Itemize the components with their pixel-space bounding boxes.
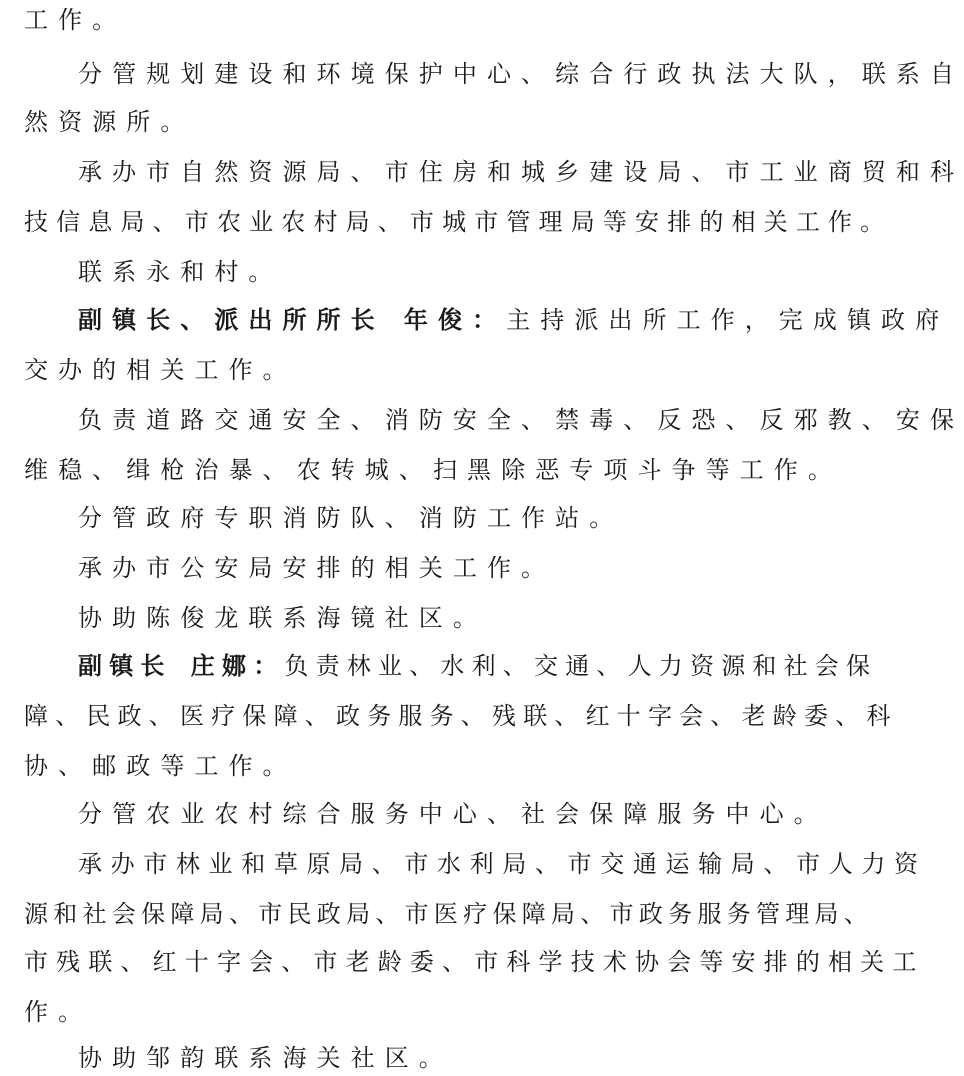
official-name: 年俊：	[403, 305, 507, 334]
text-line: 分管规划建设和环境保护中心、综合行政执法大队，联系自	[78, 60, 964, 88]
duty-text: 主持派出所工作，完成镇政府	[506, 306, 950, 334]
text-line: 源和社会保障局、市民政局、市医疗保障局、市政务服务管理局、	[24, 900, 874, 928]
official-title: 副镇长	[78, 651, 172, 680]
official-title: 副镇长、派出所所长	[78, 305, 385, 334]
official-name: 庄娜：	[190, 651, 285, 680]
text-line: 协助陈俊龙联系海镜社区。	[78, 604, 487, 632]
text-line: 承办市林业和草原局、市水利局、市交通运输局、市人力资	[78, 850, 927, 878]
text-line: 分管农业农村综合服务中心、社会保障服务中心。	[78, 800, 828, 828]
text-line: 工作。	[24, 6, 127, 34]
text-line: 作。	[24, 998, 93, 1026]
text-line: 协助邹韵联系海关社区。	[78, 1044, 453, 1072]
text-line: 联系永和村。	[78, 258, 283, 286]
official-heading-line	[78, 302, 950, 338]
text-line: 技信息局、市农业农村局、市城市管理局等安排的相关工作。	[24, 208, 893, 236]
text-line: 交办的相关工作。	[24, 356, 297, 384]
duty-text: 负责林业、水利、交通、人力资源和社会保	[284, 652, 878, 680]
text-line: 然资源所。	[24, 108, 195, 136]
text-line: 市残联、红十字会、市老龄委、市科学技术协会等安排的相关工	[24, 948, 925, 976]
text-line: 负责道路交通安全、消防安全、禁毒、反恐、反邪教、安保	[78, 406, 964, 434]
text-line: 承办市自然资源局、市住房和城乡建设局、市工业商贸和科	[78, 158, 964, 186]
text-line: 分管政府专职消防队、消防工作站。	[78, 504, 624, 532]
text-line: 障、民政、医疗保障、政务服务、残联、红十字会、老龄委、科	[24, 702, 898, 730]
text-line: 承办市公安局安排的相关工作。	[78, 554, 556, 582]
text-line: 协、邮政等工作。	[24, 752, 297, 780]
official-heading-line	[78, 648, 878, 684]
text-line: 维稳、缉枪治暴、农转城、扫黑除恶专项斗争等工作。	[24, 456, 842, 484]
